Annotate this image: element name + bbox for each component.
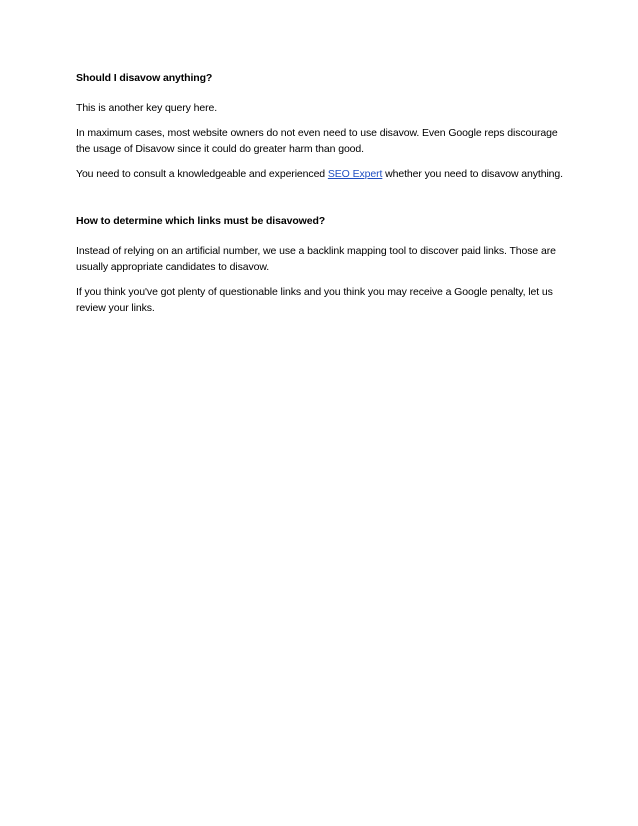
- section-heading-determine-links: How to determine which links must be disavowed?: [76, 215, 326, 227]
- consult-text-before: You need to consult a knowledgeable and experienced: [76, 168, 328, 180]
- paragraph-consult-expert: [76, 166, 566, 182]
- consult-text-after: whether you need to disavow anything.: [382, 168, 563, 180]
- paragraph-review-links: If you think you've got plenty of questionable links and you think you may receive a Google penalty, let us review your links.: [76, 286, 553, 314]
- section-heading-disavow: Should I disavow anything?: [76, 72, 213, 84]
- document-body: [76, 70, 566, 325]
- seo-expert-link[interactable]: SEO Expert: [327, 168, 383, 180]
- paragraph-disavow-advice: In maximum cases, most website owners do not even need to use disavow. Even Google reps discourage the usage of Disavow since it could do greater harm than good.: [76, 127, 558, 155]
- paragraph-backlink-tool: Instead of relying on an artificial number, we use a backlink mapping tool to discover paid links. Those are usually appropriate candidates to disavow.: [76, 245, 556, 273]
- paragraph-intro: This is another key query here.: [76, 102, 218, 114]
